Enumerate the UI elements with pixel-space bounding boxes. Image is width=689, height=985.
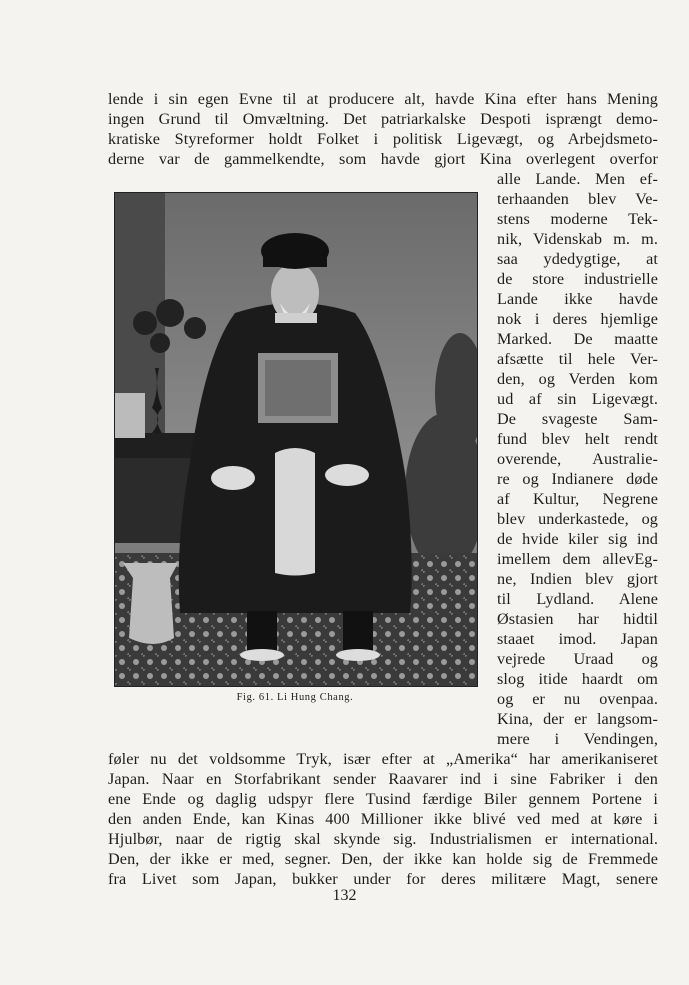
text-line: Kina, der er langsom-: [497, 710, 658, 728]
text-line: af Kultur, Negrene: [497, 490, 658, 508]
text-line: Japan. Naar en Storfabrikant sender Raavarer ind i sine Fabriker i den: [108, 770, 658, 788]
page-number: 132: [332, 887, 357, 904]
text-line: den, og Verden kom: [497, 370, 658, 388]
text-line: Marked. De maatte: [497, 330, 658, 348]
text-line: blev underkastede, og: [497, 510, 658, 528]
text-line: fund blev helt rendt: [497, 430, 658, 448]
text-line: ne, Indien blev gjort: [497, 570, 658, 588]
text-line: ud af sin Ligevægt.: [497, 390, 658, 408]
text-line: terhaanden blev Ve-: [497, 190, 658, 208]
text-line: ene Ende og daglig udspyr flere Tusind færdige Biler gennem Portene i: [108, 790, 658, 808]
text-line: alle Lande. Men ef-: [497, 170, 658, 188]
text-line: Lande ikke havde: [497, 290, 658, 308]
text-line: lende i sin egen Evne til at producere alt, havde Kina efter hans Mening: [108, 90, 658, 108]
text-line: afsætte til hele Ver-: [497, 350, 658, 368]
text-line: re og Indianere døde: [497, 470, 658, 488]
text-line: og er nu ovenpaa.: [497, 690, 658, 708]
text-line: derne var de gammelkendte, som havde gjort Kina overlegent overfor: [108, 150, 658, 168]
text-line: saa ydedygtige, at: [497, 250, 658, 268]
portrait-photo: [114, 192, 478, 687]
text-line: slog itide haardt om: [497, 670, 658, 688]
text-line: stens moderne Tek-: [497, 210, 658, 228]
text-line: Østasien har hidtil: [497, 610, 658, 628]
text-line: de store industrielle: [497, 270, 658, 288]
text-line: til Lydland. Alene: [497, 590, 658, 608]
text-line: nok i deres hjemlige: [497, 310, 658, 328]
text-line: overende, Australie-: [497, 450, 658, 468]
text-line: kratiske Styreformer holdt Folket i politisk Ligevægt, og Arbejdsmeto-: [108, 130, 658, 148]
text-line: den anden Ende, kan Kinas 400 Millioner ikke blivé ved med at køre i: [108, 810, 658, 828]
text-line: staaet imod. Japan: [497, 630, 658, 648]
figure-caption: Fig. 61. Li Hung Chang.: [236, 692, 354, 703]
text-line: Hjulbør, naar de rigtig skal skynde sig. Industrialismen er international.: [108, 830, 658, 848]
text-line: vejrede Uraad og: [497, 650, 658, 668]
text-line: De svageste Sam-: [497, 410, 658, 428]
text-line: fra Livet som Japan, bukker under for deres militære Magt, senere: [108, 870, 658, 888]
text-line: Den, der ikke er med, segner. Den, der ikke kan holde sig de Fremmede: [108, 850, 658, 868]
text-line: nik, Videnskab m. m.: [497, 230, 658, 248]
text-line: mere i Vendingen,: [497, 730, 658, 748]
text-line: ingen Grund til Omvæltning. Det patriarkalske Despoti isprængt demo-: [108, 110, 658, 128]
text-line: de hvide kiler sig ind: [497, 530, 658, 548]
text-line: føler nu det voldsomme Tryk, især efter at „Amerika“ har amerikaniseret: [108, 750, 658, 768]
text-line: imellem dem allevEg-: [497, 550, 658, 568]
